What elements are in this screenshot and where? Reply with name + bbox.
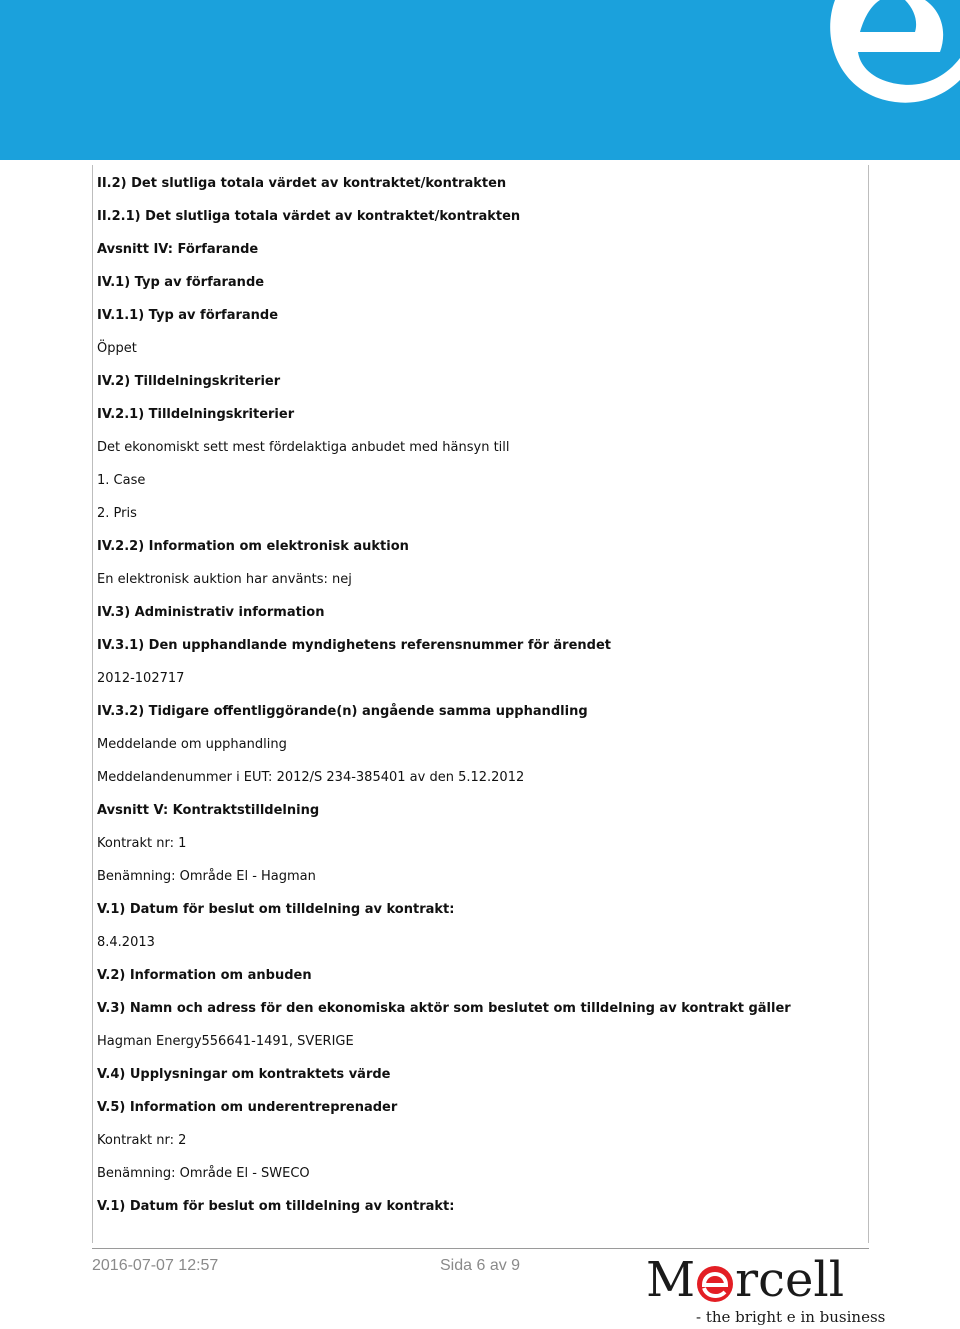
section-heading: V.1) Datum för beslut om tilldelning av kontrakt: xyxy=(97,902,455,917)
body-text: 1. Case xyxy=(97,473,146,488)
body-text: Öppet xyxy=(97,341,137,356)
frame-left-border xyxy=(92,165,93,1243)
section-heading: IV.3) Administrativ information xyxy=(97,605,325,620)
body-text: 2012-102717 xyxy=(97,671,185,686)
section-heading: Avsnitt V: Kontraktstilldelning xyxy=(97,803,320,818)
document-body xyxy=(97,175,857,1231)
footer-divider xyxy=(92,1248,869,1249)
body-text: Benämning: Område El - SWECO xyxy=(97,1166,310,1181)
logo-e-icon xyxy=(695,1252,735,1308)
section-heading: V.5) Information om underentreprenader xyxy=(97,1100,398,1115)
footer-timestamp: 2016-07-07 12:57 xyxy=(92,1257,219,1274)
section-heading: V.3) Namn och adress för den ekonomiska aktör som beslutet om tilldelning av kontrakt gäller xyxy=(97,1001,791,1016)
body-text: En elektronisk auktion har använts: nej xyxy=(97,572,352,587)
body-text: 8.4.2013 xyxy=(97,935,155,950)
body-text: 2. Pris xyxy=(97,506,137,521)
body-text: Meddelande om upphandling xyxy=(97,737,287,752)
section-heading: Avsnitt IV: Förfarande xyxy=(97,242,259,257)
section-heading: IV.1.1) Typ av förfarande xyxy=(97,308,279,323)
body-text: Det ekonomiskt sett mest fördelaktiga anbudet med hänsyn till xyxy=(97,440,510,455)
body-text: Kontrakt nr: 1 xyxy=(97,836,187,851)
section-heading: IV.1) Typ av förfarande xyxy=(97,275,265,290)
logo-letter-m: M xyxy=(646,1252,696,1308)
section-heading: V.1) Datum för beslut om tilldelning av kontrakt: xyxy=(97,1199,455,1214)
body-text: Benämning: Område El - Hagman xyxy=(97,869,316,884)
section-heading: IV.3.1) Den upphandlande myndighetens referensnummer för ärendet xyxy=(97,638,611,653)
footer-page-number: Sida 6 av 9 xyxy=(440,1257,521,1274)
logo-wordmark xyxy=(646,1252,844,1308)
body-text: Hagman Energy556641-1491, SVERIGE xyxy=(97,1034,354,1049)
marcell-logo xyxy=(640,1252,886,1329)
section-heading: IV.2.1) Tilldelningskriterier xyxy=(97,407,295,422)
section-heading: IV.2) Tilldelningskriterier xyxy=(97,374,281,389)
logo-letters-rcell: rcell xyxy=(735,1252,845,1308)
section-heading: IV.3.2) Tidigare offentliggörande(n) angående samma upphandling xyxy=(97,704,588,719)
e-swirl-icon xyxy=(0,0,960,160)
section-heading: IV.2.2) Information om elektronisk auktion xyxy=(97,539,409,554)
body-text: Meddelandenummer i EUT: 2012/S 234-385401 av den 5.12.2012 xyxy=(97,770,525,785)
section-heading: II.2) Det slutliga totala värdet av kontraktet/kontrakten xyxy=(97,176,507,191)
section-heading: V.2) Information om anbuden xyxy=(97,968,312,983)
frame-right-border xyxy=(868,165,869,1243)
section-heading: II.2.1) Det slutliga totala värdet av kontraktet/kontrakten xyxy=(97,209,521,224)
section-heading: V.4) Upplysningar om kontraktets värde xyxy=(97,1067,391,1082)
logo-tagline: - the bright e in business xyxy=(696,1308,886,1326)
body-text: Kontrakt nr: 2 xyxy=(97,1133,187,1148)
header-band xyxy=(0,0,960,160)
